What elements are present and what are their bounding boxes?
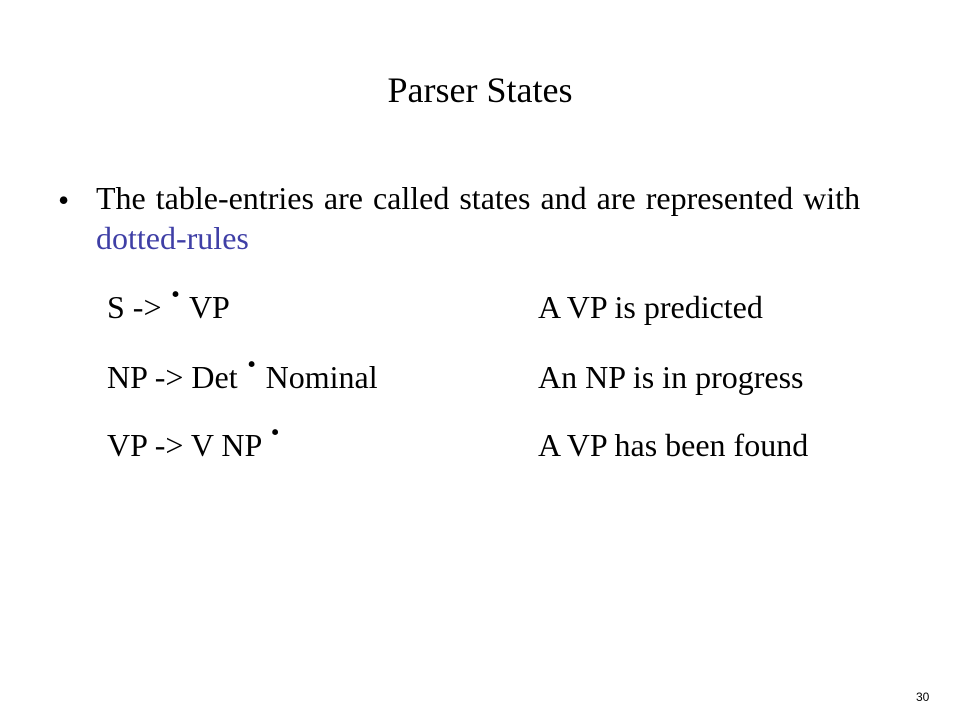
rule-row-predicted	[107, 274, 907, 331]
rule-description: An NP is in progress	[538, 359, 804, 395]
rule-before-dot: NP -> Det	[107, 359, 246, 395]
rule-after-dot: Nominal	[257, 359, 378, 395]
slide-title: Parser States	[387, 70, 573, 110]
bullet-text	[96, 178, 896, 258]
bullet-text-main: The table-entries are called states and are represented with	[96, 180, 861, 216]
rule-before-dot: VP -> V NP	[107, 427, 270, 463]
bullet-marker: •	[58, 182, 70, 218]
rule-row-found	[107, 412, 907, 469]
dotted-rule	[107, 344, 378, 401]
dot-marker: ·	[269, 412, 282, 452]
dotted-rule	[107, 274, 230, 331]
rule-row-in-progress	[107, 344, 907, 401]
rule-description: A VP is predicted	[538, 289, 763, 325]
dot-marker: ·	[169, 274, 182, 314]
dotted-rules-term: dotted-rules	[96, 220, 249, 256]
page-number: 30	[916, 690, 930, 704]
rule-before-dot: S ->	[107, 289, 170, 325]
dotted-rule	[107, 412, 282, 469]
rule-description: A VP has been found	[538, 427, 809, 463]
dot-marker: ·	[245, 344, 258, 384]
rule-after-dot: VP	[181, 289, 230, 325]
